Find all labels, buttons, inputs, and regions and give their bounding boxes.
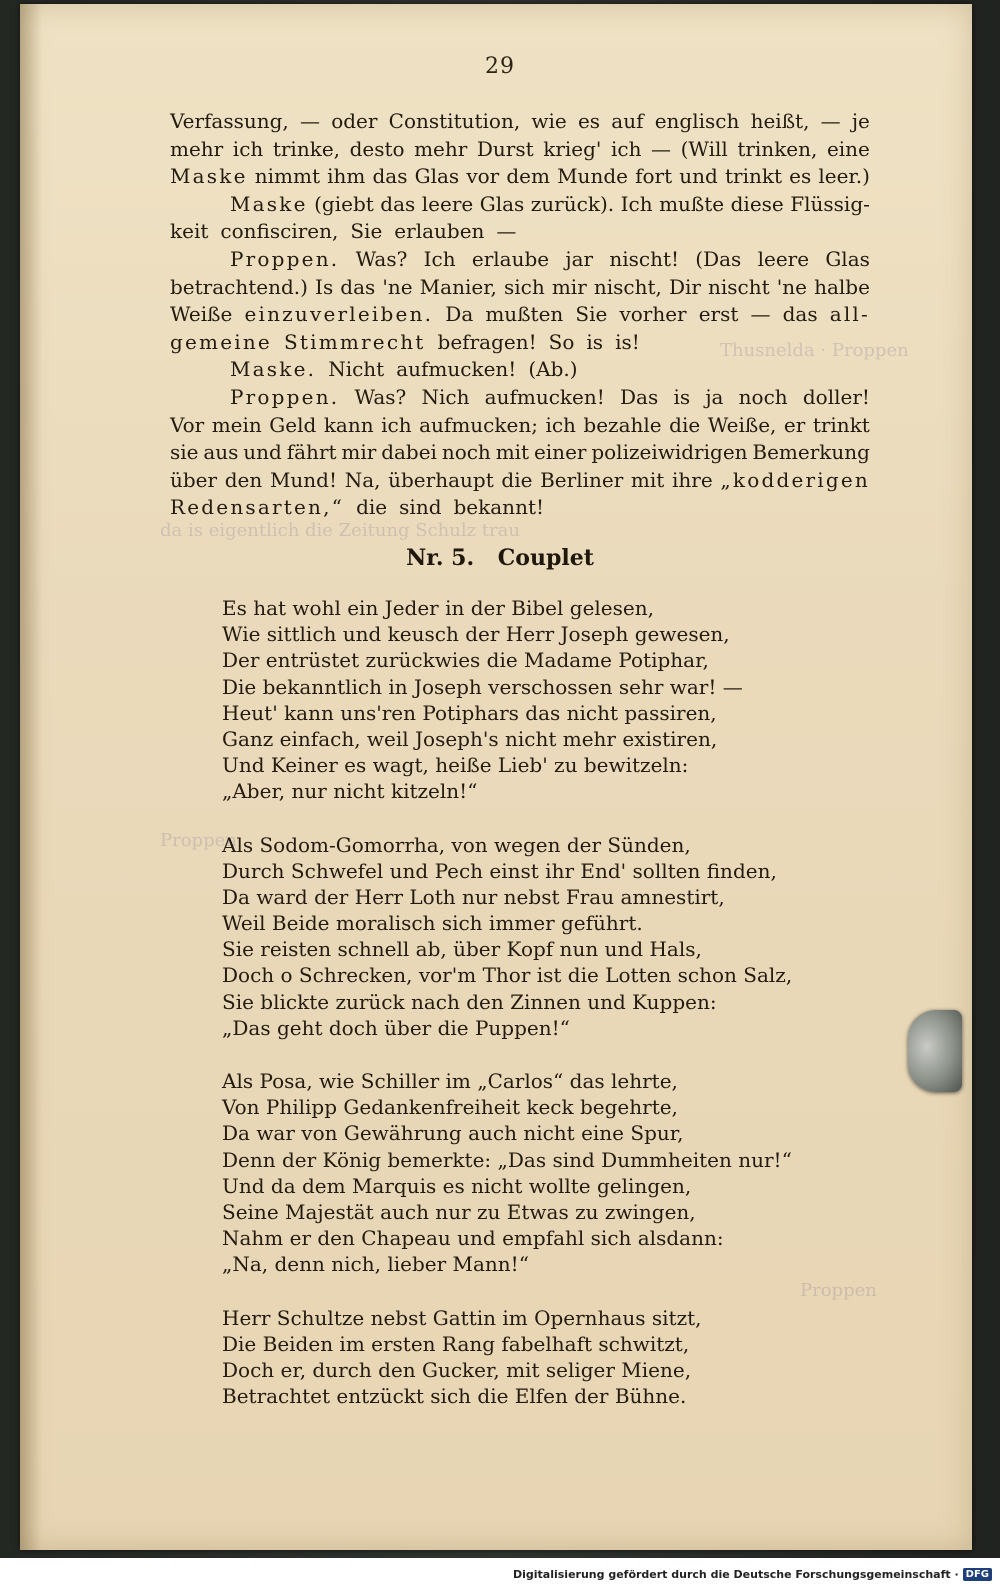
prose-word: Proppen. [230, 384, 340, 409]
prose-word: — [496, 219, 517, 244]
prose-word: überhaupt [388, 467, 494, 492]
prose-line [170, 218, 870, 246]
prose-word: sind [399, 495, 442, 520]
prose-word: Bemerkung [752, 440, 870, 465]
prose-word: So [548, 329, 575, 354]
verse-line: Herr Schultze nebst Gattin im Opernhaus sitzt, [222, 1305, 702, 1330]
prose-word: vor [466, 164, 500, 189]
prose-line [170, 108, 870, 136]
verse-line: Sie blickte zurück nach den Zinnen und Kuppen: [222, 989, 717, 1014]
prose-word: sich [504, 274, 545, 299]
prose-word: Ich [620, 191, 653, 216]
prose-word: aufmucken! [396, 357, 517, 382]
prose-word: kann [323, 412, 374, 437]
verse-line: Sie reisten schnell ab, über Kopf nun und Hals, [222, 937, 702, 962]
show-through-text: Proppen [800, 1280, 877, 1301]
prose-word: nischt, [593, 274, 662, 299]
prose-line [170, 467, 870, 495]
prose-word: fährt [286, 440, 337, 465]
prose-line [170, 329, 870, 357]
prose-word: und [243, 440, 282, 465]
prose-word: mehr [170, 136, 224, 161]
prose-line [170, 191, 870, 219]
prose-word: is [673, 384, 691, 409]
prose-word: halbe [814, 274, 870, 299]
prose-word: auf [611, 109, 644, 133]
prose-word: aus [203, 440, 239, 465]
prose-word: mir [341, 440, 377, 465]
prose-word: Mund! [269, 467, 338, 492]
prose-word: mußten [485, 302, 564, 327]
prose-word: die [356, 495, 388, 520]
page-clip [908, 1010, 962, 1092]
prose-word: leere [421, 191, 474, 216]
prose-word: das [340, 274, 376, 299]
verse-line: Weil Beide moralisch sich immer geführt. [222, 911, 643, 936]
verse-line: Doch er, durch den Gucker, mit seliger Miene, [222, 1357, 692, 1382]
verse-line: Der entrüstet zurückwies die Madame Potiphar, [222, 648, 709, 673]
verse-line: Als Posa, wie Schiller im „Carlos“ das lehrte, [222, 1069, 678, 1093]
verse-line: Und da dem Marquis es nicht wollte gelingen, [222, 1173, 692, 1198]
prose-word: Berliner [540, 467, 624, 492]
prose-word: is [586, 329, 604, 354]
prose-line [170, 384, 870, 412]
prose-line [170, 439, 870, 467]
prose-line [170, 301, 870, 329]
stanza [222, 1068, 882, 1278]
prose-word: dabei [381, 440, 437, 465]
prose-word: nischt [708, 274, 770, 299]
prose-word: Verfassung, [170, 109, 289, 133]
couplet-verses [222, 595, 882, 1436]
prose-word: leer.) [818, 164, 870, 189]
prose-word: englisch [654, 109, 740, 133]
prose-word: — [750, 302, 771, 327]
prose-word: (giebt [314, 191, 374, 216]
prose-word: Maske [230, 191, 308, 216]
prose-word: Dir [668, 274, 701, 299]
prose-line [170, 274, 870, 302]
verse-line: Von Philipp Gedankenfreiheit keck begehrte, [222, 1095, 678, 1120]
prose-word: Maske. [230, 357, 317, 382]
prose-word: fort [635, 164, 673, 189]
verse-line: „Aber, nur nicht kitzeln!“ [222, 779, 478, 804]
page-number: 29 [485, 54, 515, 79]
prose-word: bezahle [583, 412, 662, 437]
verse-line: Doch o Schrecken, vor'm Thor ist die Lotten schon Salz, [222, 963, 793, 988]
footer-credit: Digitalisierung gefördert durch die Deutsche Forschungsgemeinschaft · [512, 1567, 959, 1581]
prose-word: Constitution, [388, 109, 521, 133]
verse-line: Es hat wohl ein Jeder in der Bibel gelesen, [222, 596, 654, 620]
prose-word: es [789, 164, 812, 189]
prose-word: befragen! [437, 329, 537, 354]
prose-word: (Ab.) [528, 357, 578, 382]
prose-word: mußte [659, 191, 725, 216]
prose-word: es [577, 109, 601, 133]
prose-word: erst [698, 302, 739, 327]
prose-word: trinke, [272, 136, 341, 161]
prose-word: vorher [619, 302, 687, 327]
prose-word: Flüssig- [790, 191, 870, 216]
prose-word: oder [331, 109, 378, 133]
prose-word: Da [445, 302, 474, 327]
prose-word: ihre [671, 467, 713, 492]
verse-line: Und Keiner es wagt, heiße Lieb' zu bewitzeln: [222, 753, 689, 778]
prose-line [170, 494, 870, 522]
prose-word: einzuverleiben. [244, 302, 434, 327]
verse-line: Nahm er den Chapeau und empfahl sich alsdann: [222, 1226, 724, 1251]
prose-word: polizeiwidrigen [591, 440, 748, 465]
prose-line [170, 356, 870, 384]
stanza [222, 595, 882, 805]
verse-line: Betrachtet entzückt sich die Elfen der Bühne. [222, 1384, 687, 1409]
prose-line [170, 136, 870, 164]
dfg-logo: DFG [963, 1568, 992, 1581]
stanza [222, 1305, 882, 1410]
show-through-text: Thusnelda · Proppen [720, 340, 909, 361]
prose-word: trinken, [737, 136, 818, 161]
prose-word: Was? [354, 384, 407, 409]
prose-line [170, 163, 870, 191]
prose-word: desto [349, 136, 405, 161]
prose-word: ihm [327, 164, 366, 189]
verse-line: Seine Majestät auch nur zu Etwas zu zwingen, [222, 1199, 696, 1224]
prose-word: je [851, 109, 870, 133]
prose-word: Weiße, [707, 412, 777, 437]
prose-word: doller! [802, 384, 870, 409]
prose-word: (Will [680, 136, 728, 161]
prose-word: Durst [476, 136, 534, 161]
prose-word: Geld [269, 412, 317, 437]
prose-word: Glas [479, 191, 525, 216]
prose-word: keit [170, 219, 209, 244]
prose-word: zurück). [530, 191, 615, 216]
prose-word: ich [381, 412, 412, 437]
prose-word: leere [757, 246, 810, 271]
prose-word: das [380, 191, 416, 216]
verse-line: Wie sittlich und keusch der Herr Joseph gewesen, [222, 622, 730, 647]
verse-line: „Das geht doch über die Puppen!“ [222, 1015, 570, 1040]
show-through-text: da is eigentlich die Zeitung Schulz trau [160, 520, 520, 541]
prose-word: all- [829, 302, 870, 327]
prose-word: wie [531, 109, 567, 133]
prose-word: Proppen. [230, 246, 340, 271]
prose-word: und [679, 164, 718, 189]
prose-word: mit [495, 440, 530, 465]
prose-word: ich [545, 412, 576, 437]
prose-word: dem [506, 164, 550, 189]
prose-word: nischt! [609, 246, 680, 271]
prose-word: Manier, [419, 274, 497, 299]
prose-word: Ich [423, 246, 456, 271]
prose-word: 'ne [382, 274, 413, 299]
verse-line: Ganz einfach, weil Joseph's nicht mehr existiren, [222, 726, 718, 751]
prose-word: mein [211, 412, 262, 437]
prose-word: Was? [355, 246, 408, 271]
verse-line: Als Sodom-Gomorrha, von wegen der Sünden, [222, 832, 691, 857]
prose-word: eine [826, 136, 870, 161]
prose-word: die [669, 412, 701, 437]
prose-block [170, 108, 870, 522]
section-number: Nr. 5. [406, 545, 475, 571]
prose-word: Na, [344, 467, 381, 492]
prose-word: erlaube [471, 246, 550, 271]
prose-word: is! [615, 329, 640, 354]
prose-word: (Das [695, 246, 742, 271]
prose-word: ja [705, 384, 724, 409]
section-heading [0, 545, 1000, 571]
prose-word: noch [738, 384, 788, 409]
section-title: Couplet [497, 545, 594, 571]
prose-word: Glas [825, 246, 870, 271]
verse-line: Da war von Gewährung auch nicht eine Spur, [222, 1121, 684, 1146]
prose-word: trinkt [812, 412, 870, 437]
footer-bar [0, 1558, 1000, 1590]
prose-word: das [372, 164, 408, 189]
prose-word: Maske [170, 164, 248, 189]
prose-word: sie [170, 440, 199, 465]
prose-word: aufmucken! [484, 384, 605, 409]
prose-line [170, 246, 870, 274]
prose-word: trinkt [724, 164, 782, 189]
prose-word: ich [610, 136, 642, 161]
prose-word: „kodderigen [720, 467, 870, 492]
prose-word: — [651, 136, 672, 161]
prose-word: heißt, [750, 109, 810, 133]
verse-line: Denn der König bemerkte: „Das sind Dummheiten nur!“ [222, 1147, 792, 1172]
prose-word: diese [730, 191, 784, 216]
prose-word: aufmucken; [419, 412, 538, 437]
prose-word: den [224, 467, 263, 492]
verse-line: Die bekanntlich in Joseph verschossen sehr war! — [222, 674, 743, 699]
verse-line: Heut' kann uns'ren Potiphars das nicht passiren, [222, 700, 717, 725]
prose-word: jar [565, 246, 594, 271]
prose-word: nimmt [254, 164, 320, 189]
prose-word: einer [533, 440, 587, 465]
prose-word: Sie [575, 302, 608, 327]
prose-word: erlauben [394, 219, 485, 244]
verse-line: „Na, denn nich, lieber Mann!“ [222, 1252, 529, 1277]
verse-line: Da ward der Herr Loth nur nebst Frau amnestirt, [222, 884, 725, 909]
prose-line [170, 412, 870, 440]
prose-word: Is [315, 274, 334, 299]
prose-word: er [783, 412, 806, 437]
prose-word: gemeine [170, 329, 272, 354]
prose-word: krieg' [543, 136, 602, 161]
prose-word: Das [620, 384, 659, 409]
prose-word: das [782, 302, 818, 327]
prose-word: Munde [557, 164, 628, 189]
prose-word: mehr [414, 136, 468, 161]
prose-word: die [501, 467, 533, 492]
prose-word: über [170, 467, 218, 492]
prose-word: Weiße [170, 302, 233, 327]
prose-word: Redensarten,“ [170, 495, 345, 520]
prose-word: Nich [421, 384, 470, 409]
prose-word: confisciren, [220, 219, 339, 244]
prose-word: mir [551, 274, 587, 299]
prose-word: Nicht [328, 357, 385, 382]
verse-line: Die Beiden im ersten Rang fabelhaft schwitzt, [222, 1331, 690, 1356]
prose-word: Glas [414, 164, 460, 189]
prose-word: — [299, 109, 320, 133]
prose-word: Stimmrecht [283, 329, 426, 354]
prose-word: 'ne [776, 274, 807, 299]
prose-word: mit [630, 467, 665, 492]
prose-word: Vor [170, 412, 205, 437]
prose-word: bekannt! [453, 495, 545, 520]
prose-word: noch [441, 440, 491, 465]
show-through-text: Proppen [160, 830, 237, 851]
prose-word: — [820, 109, 841, 133]
stanza [222, 832, 882, 1042]
prose-word: betrachtend.) [170, 274, 308, 299]
prose-word: ich [232, 136, 264, 161]
prose-word: Sie [350, 219, 383, 244]
verse-line: Durch Schwefel und Pech einst ihr End' sollten finden, [222, 858, 777, 883]
